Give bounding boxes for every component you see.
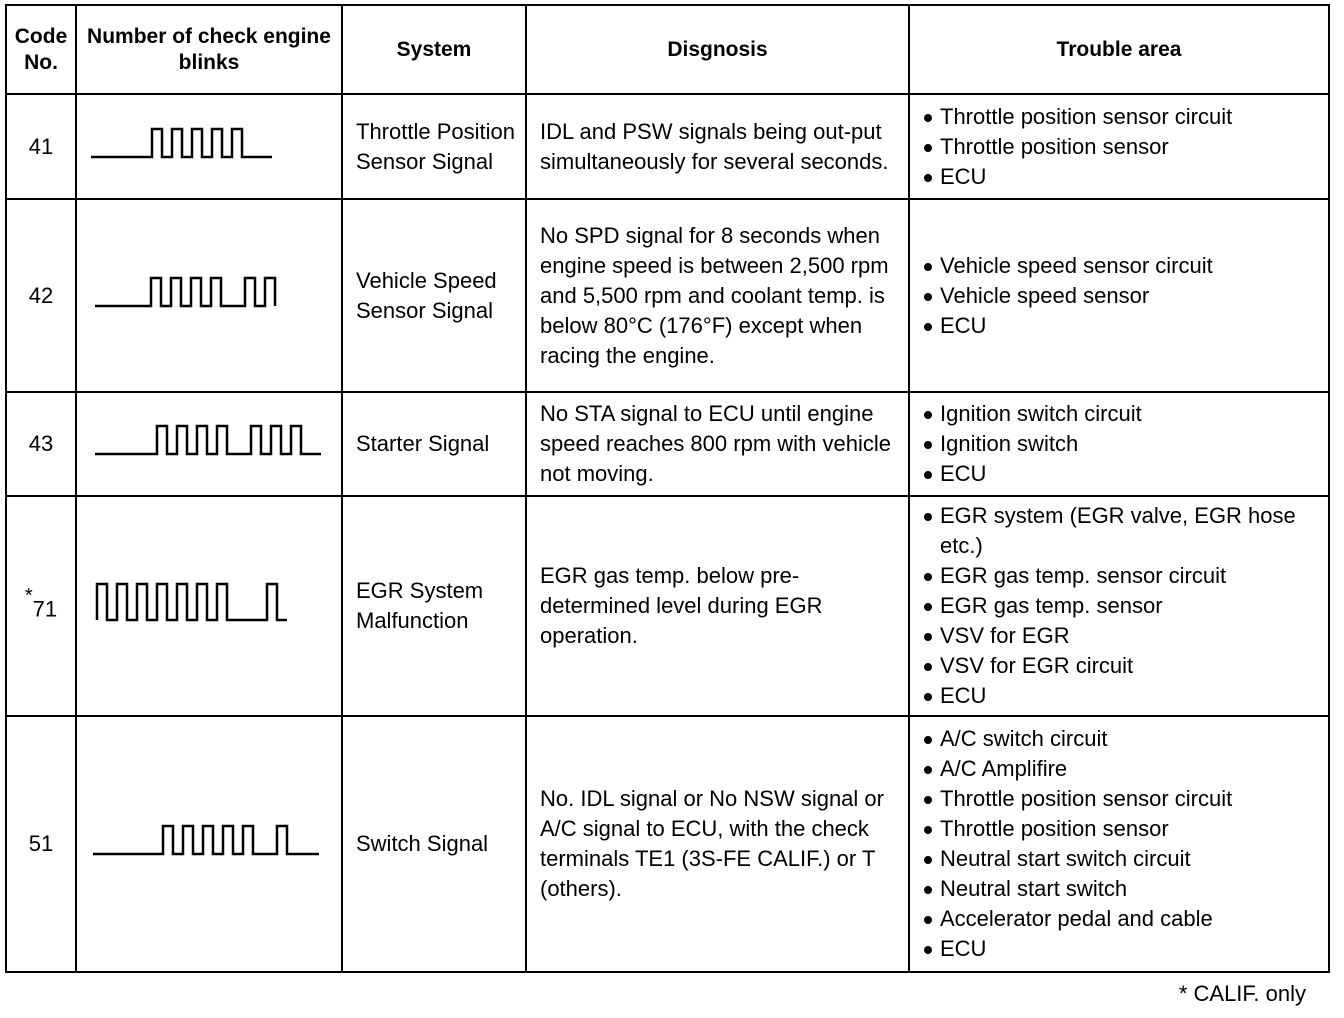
trouble-area: [909, 496, 1329, 716]
trouble-item: ECU: [924, 934, 1328, 964]
diagnosis-text: No SPD signal for 8 seconds when engine speed is between 2,500 rpm and 5,500 rpm and coolant temp. is below 80°C (176°F) except when racing the engine.: [526, 199, 909, 392]
table-row: [6, 716, 1329, 972]
system-name: Switch Signal: [342, 716, 526, 972]
header-code-no: Code No.: [6, 5, 76, 94]
blink-waveform-icon: [89, 414, 339, 474]
trouble-area: [909, 199, 1329, 392]
trouble-item: ECU: [924, 681, 1328, 711]
blink-waveform-icon: [89, 266, 329, 326]
code-number: 43: [6, 392, 76, 496]
trouble-item: A/C Amplifire: [924, 754, 1328, 784]
table-row: [6, 496, 1329, 716]
blink-waveform-icon: [89, 117, 329, 177]
trouble-item: ECU: [924, 311, 1328, 341]
trouble-item: Throttle position sensor circuit: [924, 102, 1328, 132]
header-blinks: Number of check engine blinks: [76, 5, 342, 94]
system-name: EGR System Malfunction: [342, 496, 526, 716]
system-name: Vehicle Speed Sensor Signal: [342, 199, 526, 392]
trouble-item: EGR gas temp. sensor circuit: [924, 561, 1328, 591]
header-system: System: [342, 5, 526, 94]
system-name: Starter Signal: [342, 392, 526, 496]
table-header-row: [6, 5, 1329, 94]
system-name: Throttle Position Sensor Signal: [342, 94, 526, 199]
table-row: [6, 94, 1329, 199]
trouble-item: Vehicle speed sensor: [924, 281, 1328, 311]
blink-pattern-cell: [76, 199, 342, 392]
trouble-item: EGR system (EGR valve, EGR hose etc.): [924, 501, 1328, 561]
trouble-item: EGR gas temp. sensor: [924, 591, 1328, 621]
trouble-area: [909, 392, 1329, 496]
trouble-area: [909, 716, 1329, 972]
code-number: 51: [6, 716, 76, 972]
diagnosis-text: No. IDL signal or No NSW signal or A/C signal to ECU, with the check terminals TE1 (3S-FE CALIF.) or T (others).: [526, 716, 909, 972]
trouble-item: ECU: [924, 162, 1328, 192]
trouble-item: VSV for EGR: [924, 621, 1328, 651]
diagnosis-text: EGR gas temp. below pre-determined level during EGR operation.: [526, 496, 909, 716]
diagnostic-code-table: [5, 4, 1330, 973]
trouble-item: Neutral start switch: [924, 874, 1328, 904]
trouble-area: [909, 94, 1329, 199]
trouble-item: Throttle position sensor: [924, 132, 1328, 162]
trouble-item: Ignition switch circuit: [924, 399, 1328, 429]
blink-pattern-cell: [76, 716, 342, 972]
diagnosis-text: No STA signal to ECU until engine speed reaches 800 rpm with vehicle not moving.: [526, 392, 909, 496]
header-trouble-area: Trouble area: [909, 5, 1329, 94]
code-number: 42: [6, 199, 76, 392]
blink-waveform-icon: [89, 576, 329, 636]
table-row: [6, 199, 1329, 392]
code-number: [6, 496, 76, 716]
trouble-item: A/C switch circuit: [924, 724, 1328, 754]
code-value: 71: [32, 596, 58, 622]
trouble-item: ECU: [924, 459, 1328, 489]
table-row: [6, 392, 1329, 496]
code-number: 41: [6, 94, 76, 199]
blink-pattern-cell: [76, 496, 342, 716]
blink-pattern-cell: [76, 94, 342, 199]
trouble-item: VSV for EGR circuit: [924, 651, 1328, 681]
calif-asterisk: *: [24, 585, 33, 608]
trouble-item: Neutral start switch circuit: [924, 844, 1328, 874]
trouble-item: Vehicle speed sensor circuit: [924, 251, 1328, 281]
footnote: * CALIF. only: [1178, 981, 1306, 1006]
header-diagnosis: Disgnosis: [526, 5, 909, 94]
blink-pattern-cell: [76, 392, 342, 496]
trouble-item: Ignition switch: [924, 429, 1328, 459]
blink-waveform-icon: [89, 814, 339, 874]
trouble-item: Accelerator pedal and cable: [924, 904, 1328, 934]
diagnosis-text: IDL and PSW signals being out-put simultaneously for several seconds.: [526, 94, 909, 199]
trouble-item: Throttle position sensor: [924, 814, 1328, 844]
trouble-item: Throttle position sensor circuit: [924, 784, 1328, 814]
